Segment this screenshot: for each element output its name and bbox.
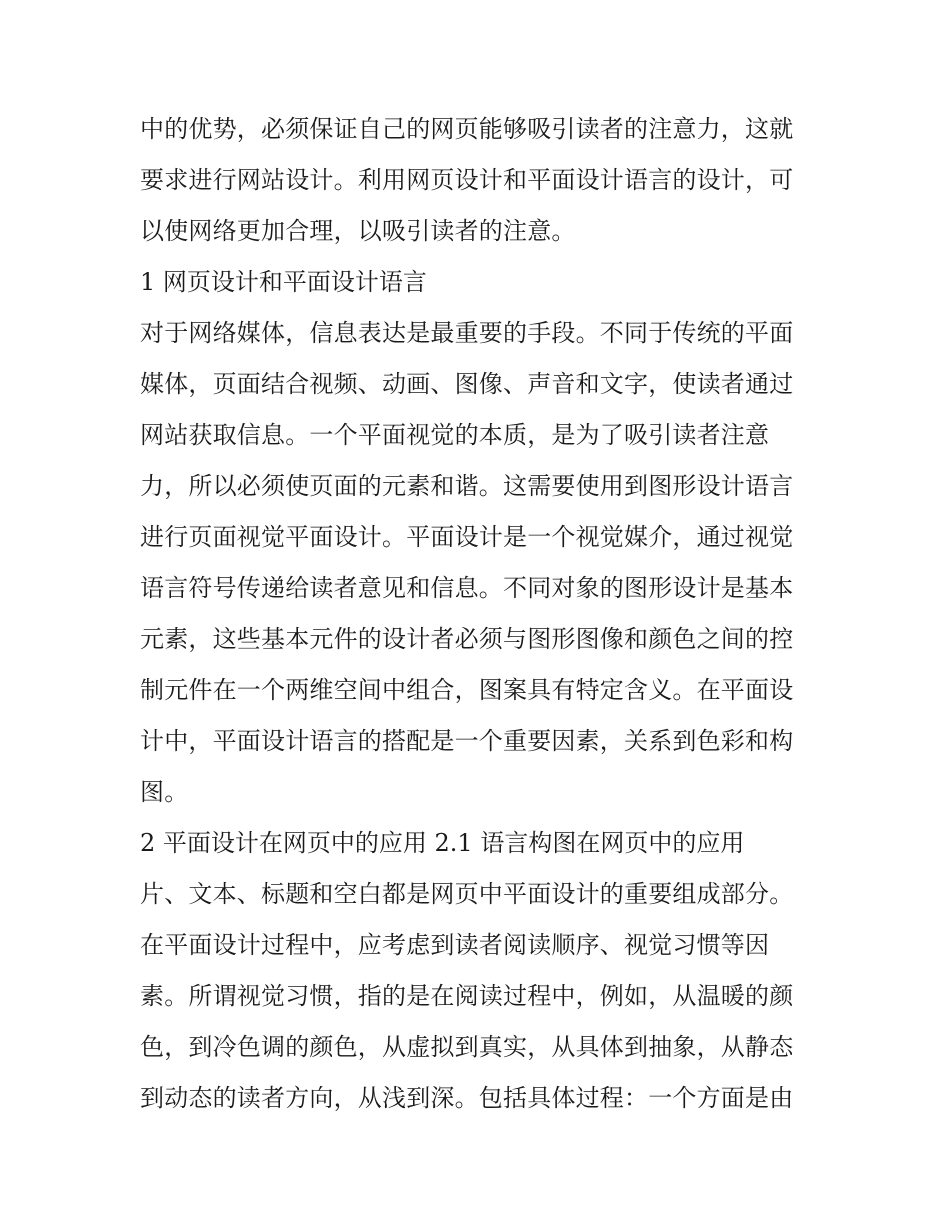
- paragraph-line: 色，到冷色调的颜色，从虚拟到真实，从具体到抽象，从静态: [140, 1033, 794, 1061]
- section-heading: 2 平面设计在网页中的应用 2.1 语言构图在网页中的应用: [140, 829, 745, 857]
- paragraph-line: 计中，平面设计语言的搭配是一个重要因素，关系到色彩和构: [140, 727, 794, 755]
- paragraph-line: 要求进行网站设计。利用网页设计和平面设计语言的设计，可: [140, 166, 794, 194]
- section-heading: 1 网页设计和平面设计语言: [140, 268, 427, 296]
- document-page: [140, 104, 812, 1124]
- paragraph-line: 网站获取信息。一个平面视觉的本质，是为了吸引读者注意: [140, 421, 770, 449]
- paragraph-line: 对于网络媒体，信息表达是最重要的手段。不同于传统的平面: [140, 319, 794, 347]
- paragraph-line: 到动态的读者方向，从浅到深。包括具体过程：一个方面是由: [140, 1084, 794, 1112]
- paragraph-line: 以使网络更加合理，以吸引读者的注意。: [140, 217, 576, 245]
- paragraph-line: 素。所谓视觉习惯，指的是在阅读过程中，例如，从温暖的颜: [140, 982, 794, 1010]
- paragraph-line: 进行页面视觉平面设计。平面设计是一个视觉媒介，通过视觉: [140, 523, 794, 551]
- paragraph-line: 片、文本、标题和空白都是网页中平面设计的重要组成部分。: [140, 880, 794, 908]
- paragraph-line: 图。: [140, 778, 189, 806]
- paragraph-line: 语言符号传递给读者意见和信息。不同对象的图形设计是基本: [140, 574, 794, 602]
- paragraph-line: 中的优势，必须保证自己的网页能够吸引读者的注意力，这就: [140, 115, 794, 143]
- paragraph-line: 力，所以必须使页面的元素和谐。这需要使用到图形设计语言: [140, 472, 794, 500]
- paragraph-line: 元素，这些基本元件的设计者必须与图形图像和颜色之间的控: [140, 625, 794, 653]
- paragraph-line: 在平面设计过程中，应考虑到读者阅读顺序、视觉习惯等因: [140, 931, 770, 959]
- paragraph-line: 媒体，页面结合视频、动画、图像、声音和文字，使读者通过: [140, 370, 794, 398]
- paragraph-line: 制元件在一个两维空间中组合，图案具有特定含义。在平面设: [140, 676, 794, 704]
